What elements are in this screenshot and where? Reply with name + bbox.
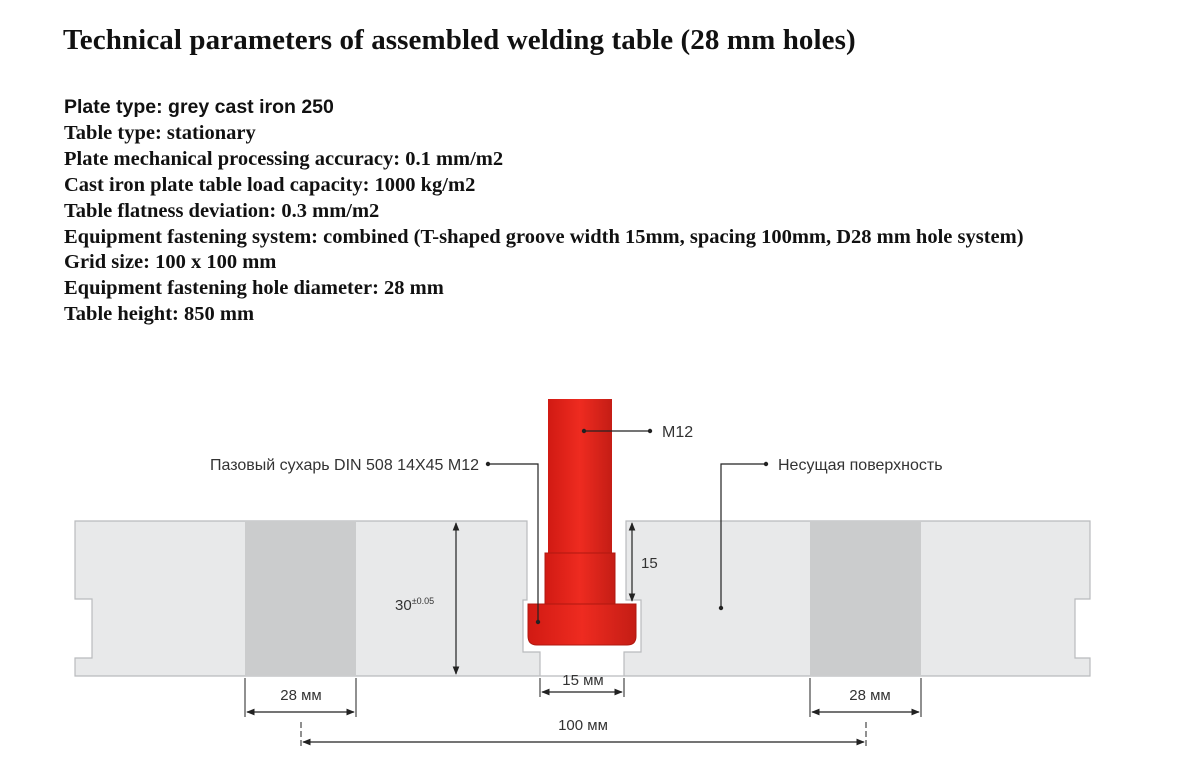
label-bearing-surface: Несущая поверхность (778, 457, 943, 474)
page-title: Technical parameters of assembled welding table (28 mm holes) (63, 24, 856, 56)
dim-spacing: 100 мм (558, 717, 608, 734)
label-bolt-m12: M12 (662, 424, 694, 441)
dim-thickness: $30^{\pm 0.05}$ (395, 596, 435, 614)
dim-groove-depth: 15 (641, 555, 658, 572)
spec-fastening-system: Equipment fastening system: combined (T-shaped groove width 15mm, spacing 100mm, D28 mm hole system) (64, 225, 1024, 248)
dim-hole-right: 28 мм (849, 687, 891, 704)
spec-grid-size: Grid size: 100 x 100 mm (64, 251, 277, 274)
spec-load-capacity: Cast iron plate table load capacity: 1000 kg/m2 (64, 173, 476, 196)
spec-flatness-deviation: Table flatness deviation: 0.3 mm/m2 (64, 199, 380, 222)
label-slot-nut: Пазовый сухарь DIN 508 14X45 M12 (209, 457, 479, 474)
spec-hole-diameter: Equipment fastening hole diameter: 28 mm (64, 277, 444, 300)
spec-table-type: Table type: stationary (64, 121, 256, 144)
spec-table-height: Table height: 850 mm (64, 303, 255, 326)
hole-right (810, 521, 921, 676)
hole-left (245, 521, 356, 676)
spec-processing-accuracy: Plate mechanical processing accuracy: 0.1 mm/m2 (64, 147, 504, 170)
dim-hole-left: 28 мм (280, 687, 322, 704)
dim-groove-width: 15 мм (562, 672, 604, 689)
slot-nut-bolt (528, 399, 636, 645)
spec-plate-type: Plate type: grey cast iron 250 (64, 96, 334, 118)
